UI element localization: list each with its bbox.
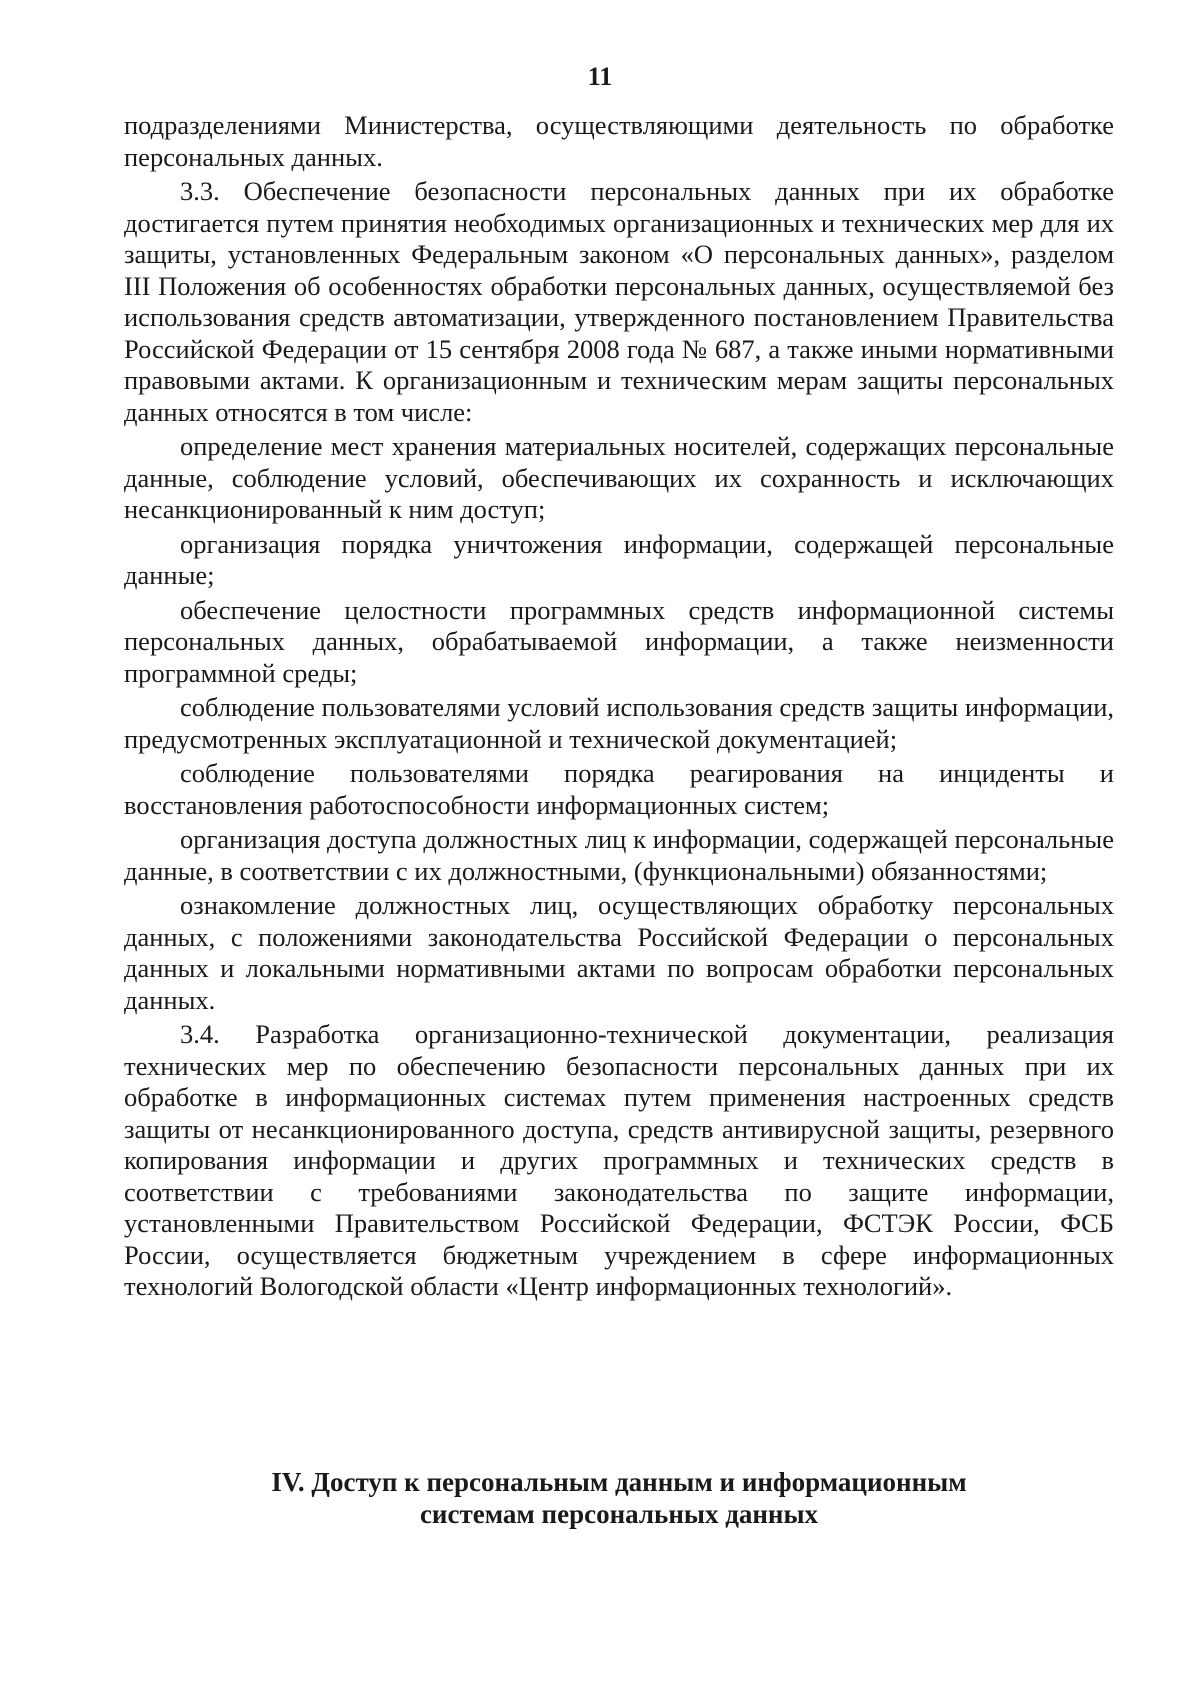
paragraph-3-3: 3.3. Обеспечение безопасности персональных данных при их обработке достигается путем принятия необходимых организационных и технических мер для их защиты, установленных Федеральным законом «О персональных данных», разделом III Положения об особенностях обработки персональных данных, осуществляемой без использования средств автоматизации, утвержденного постановлением Правительства Российской Федерации от 15 сентября 2008 года № 687, а также иными нормативными правовыми актами. К организационным и техническим мерам защиты персональных данных относятся в том числе:: [124, 176, 1114, 427]
list-item-storage-locations: определение мест хранения материальных носителей, содержащих персональные данные, соблюдение условий, обеспечивающих их сохранность и исключающих несанкционированный к ним доступ;: [124, 431, 1114, 524]
list-item-destruction-procedure: организация порядка уничтожения информации, содержащей персональные данные;: [124, 528, 1114, 590]
list-item-software-integrity: обеспечение целостности программных средств информационной системы персональных данных, обрабатываемой информации, а также неизменности программной среды;: [124, 594, 1114, 688]
paragraph-3-4: 3.4. Разработка организационно-технической документации, реализация технических мер по обеспечению безопасности персональных данных при их обработке в информационных системах путем применения настроенных средств защиты от несанкционированного доступа, средств антивирусной защиты, резервного копирования информации и других программных и технических средств в соответствии с требованиями законодательства по защите информации, установленными Правительством Российской Федерации, ФСТЭК России, ФСБ России, осуществляется бюджетным учреждением в сфере информационных технологий Вологодской области «Центр информационных технологий».: [124, 1019, 1114, 1301]
paragraph-continuation: подразделениями Министерства, осуществляющими деятельность по обработке персональных данных.: [124, 110, 1114, 172]
section-heading-line-1: IV. Доступ к персональным данным и информационным: [271, 1467, 967, 1497]
list-item-protection-tools-usage: соблюдение пользователями условий использования средств защиты информации, предусмотренных эксплуатационной и технической документацией;: [124, 692, 1114, 754]
section-heading-line-2: системам персональных данных: [419, 1499, 819, 1529]
list-item-access-organization: организация доступа должностных лиц к информации, содержащей персональные данные, в соответствии с их должностными, (функциональными) обязанностями;: [124, 824, 1114, 886]
page-number: 11: [587, 62, 613, 91]
body-text: [124, 110, 1114, 1306]
list-item-staff-familiarization: ознакомление должностных лиц, осуществляющих обработку персональных данных, с положениями законодательства Российской Федерации о персональных данных и локальными нормативными актами по вопросам обработки персональных данных.: [124, 890, 1114, 1015]
list-item-incident-response: соблюдение пользователями порядка реагирования на инциденты и восстановления работоспособности информационных систем;: [124, 758, 1114, 820]
section-heading: [124, 1466, 1114, 1530]
